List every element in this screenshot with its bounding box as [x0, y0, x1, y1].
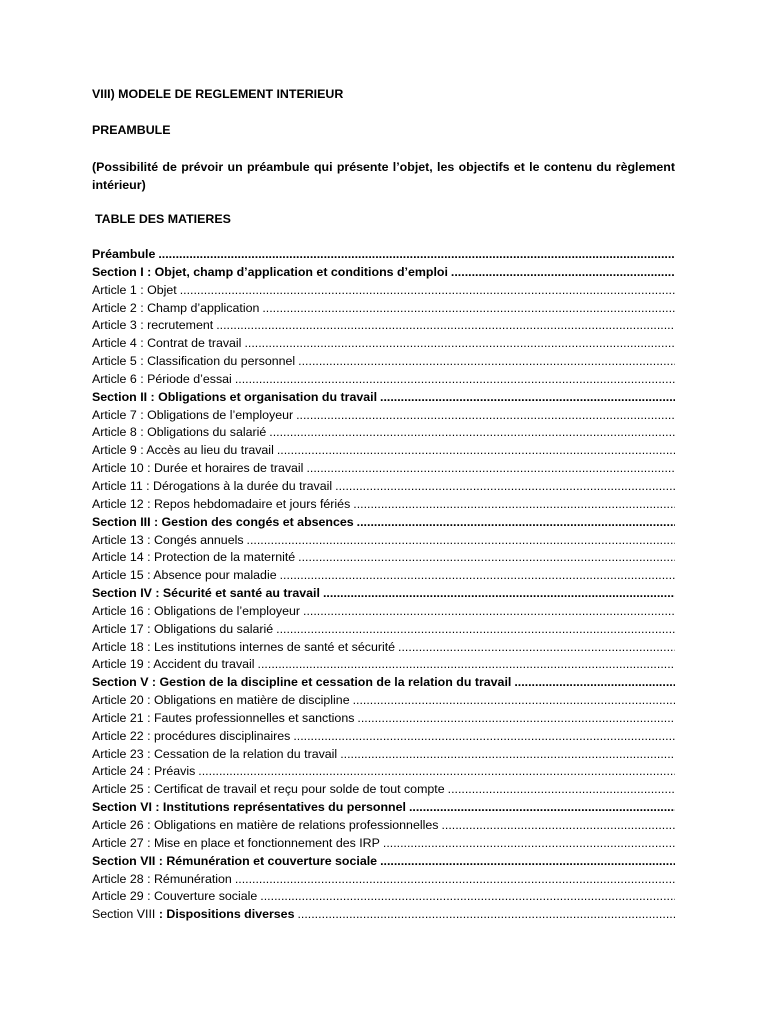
toc-entry [92, 264, 675, 282]
toc-leader-dots [353, 692, 675, 710]
toc-leader-dots [262, 300, 675, 318]
toc-leader-dots [383, 835, 675, 853]
toc-leader-dots [441, 817, 675, 835]
toc-entry [92, 389, 675, 407]
toc-leader-dots [293, 728, 675, 746]
toc-entry [92, 692, 675, 710]
toc-leader-dots [335, 478, 675, 496]
toc-entry-label: Article 26 : Obligations en matière de relations professionnelles [92, 818, 439, 832]
toc-entry [92, 728, 675, 746]
toc-leader-dots [398, 639, 675, 657]
toc-entry-label: Article 8 : Obligations du salarié [92, 425, 267, 440]
toc-entry-label: Article 13 : Congés annuels [92, 532, 244, 547]
toc-leader-dots [260, 888, 675, 906]
toc-entry [92, 871, 675, 889]
toc-entry-label: Article 22 : procédures disciplinaires [92, 728, 291, 743]
toc-entry-label: Article 6 : Période d’essai [92, 371, 232, 386]
toc-entry-label: Article 2 : Champ d’application [92, 300, 260, 315]
toc-entry-label: Article 15 : Absence pour maladie [92, 568, 277, 583]
toc-leader-dots [158, 246, 675, 264]
toc-entry-label: Article 19 : Accident du travail [92, 657, 255, 672]
toc-entry [92, 817, 675, 835]
toc-leader-dots [451, 264, 675, 282]
toc-entry-label: Article 20 : Obligations en matière de discipline [92, 693, 350, 708]
toc-entry [92, 442, 675, 460]
toc-entry [92, 853, 675, 871]
toc-leader-dots [303, 603, 675, 621]
toc-entry-label: Section VI : Institutions représentatives du personnel [92, 800, 406, 815]
toc-leader-dots [323, 585, 675, 603]
toc-entry-label: Article 9 : Accès au lieu du travail [92, 443, 274, 458]
toc-entry-label: Article 14 : Protection de la maternité [92, 550, 296, 565]
toc-leader-dots [306, 460, 675, 478]
toc-entry-label: Article 3 : recrutement [92, 318, 214, 333]
toc-leader-dots [247, 532, 675, 550]
toc-leader-dots [216, 317, 675, 335]
toc-entry [92, 246, 675, 264]
toc-entry [92, 282, 675, 300]
toc-leader-dots [235, 871, 675, 889]
toc-entry [92, 799, 675, 817]
toc-leader-dots [409, 799, 675, 817]
toc-entry [92, 710, 675, 728]
toc-leader-dots [280, 567, 675, 585]
toc-entry-label: Article 23 : Cessation de la relation du travail [92, 746, 338, 761]
toc-entry [92, 317, 675, 335]
toc-leader-dots [258, 656, 675, 674]
toc-leader-dots [276, 621, 675, 639]
toc-entry [92, 621, 675, 639]
toc-entry-label: Section I : Objet, champ d’application et conditions d’emploi [92, 264, 448, 279]
toc-entry-label: Section III : Gestion des congés et absences [92, 514, 354, 529]
toc-leader-dots [448, 781, 675, 799]
toc-leader-dots [277, 442, 675, 460]
toc-entry-label: Section V : Gestion de la discipline et cessation de la relation du travail [92, 675, 512, 690]
toc-entry-label: Section VIII [92, 907, 156, 922]
toc-entry-label: Article 1 : Objet [92, 282, 177, 297]
toc-heading: TABLE DES MATIERES [95, 212, 231, 226]
toc-entry [92, 835, 675, 853]
toc-leader-dots [380, 389, 675, 407]
toc-entry [92, 781, 675, 799]
toc-entry [92, 906, 675, 924]
toc-entry [92, 603, 675, 621]
toc-leader-dots [298, 353, 675, 371]
toc-leader-dots [353, 496, 675, 514]
table-of-contents [92, 246, 675, 924]
toc-entry [92, 424, 675, 442]
toc-entry [92, 746, 675, 764]
toc-entry-label: Section VII : Rémunération et couverture sociale [92, 853, 378, 868]
toc-entry-label: Article 29 : Couverture sociale [92, 889, 258, 904]
toc-entry [92, 888, 675, 906]
toc-entry-label: Préambule [92, 247, 156, 261]
toc-entry [92, 407, 675, 425]
toc-leader-dots [198, 763, 675, 781]
document-title: VIII) MODELE DE REGLEMENT INTERIEUR [92, 87, 344, 101]
toc-entry [92, 585, 675, 603]
toc-entry-label: Article 18 : Les institutions internes de santé et sécurité [92, 639, 396, 654]
toc-entry-label: Article 16 : Obligations de l’employeur [92, 603, 300, 618]
preamble-note: (Possibilité de prévoir un préambule qui présente l’objet, les objectifs et le contenu du règlement intérieur) [92, 160, 675, 192]
toc-entry [92, 371, 675, 389]
toc-entry-label: Article 12 : Repos hebdomadaire et jours fériés [92, 496, 351, 511]
toc-leader-dots [380, 853, 675, 871]
toc-entry [92, 478, 675, 496]
toc-leader-dots [357, 514, 675, 532]
toc-entry [92, 763, 675, 781]
toc-entry [92, 496, 675, 514]
toc-entry-label: Section II : Obligations et organisation du travail [92, 389, 378, 404]
toc-leader-dots [298, 549, 675, 567]
toc-entry-label: Article 28 : Rémunération [92, 871, 232, 886]
toc-entry-label: Article 24 : Préavis [92, 764, 196, 779]
toc-entry-label: Article 25 : Certificat de travail et reçu pour solde de tout compte [92, 782, 445, 797]
toc-leader-dots [514, 674, 675, 692]
toc-entry-label-rest: : Dispositions diverses [155, 907, 295, 922]
toc-leader-dots [296, 407, 675, 425]
toc-entry [92, 300, 675, 318]
toc-leader-dots [357, 710, 675, 728]
toc-entry [92, 460, 675, 478]
toc-entry [92, 353, 675, 371]
toc-entry-label: Article 11 : Dérogations à la durée du travail [92, 478, 333, 493]
toc-leader-dots [269, 424, 675, 442]
toc-entry [92, 335, 675, 353]
toc-entry-label: Article 4 : Contrat de travail [92, 336, 242, 351]
toc-entry [92, 639, 675, 657]
toc-entry-label: Article 7 : Obligations de l’employeur [92, 407, 294, 422]
toc-entry-label: Section IV : Sécurité et santé au travail [92, 586, 320, 601]
toc-entry [92, 514, 675, 532]
toc-leader-dots [340, 746, 675, 764]
toc-entry [92, 567, 675, 585]
toc-entry-label: Article 21 : Fautes professionnelles et sanctions [92, 710, 355, 725]
toc-entry-label: Article 5 : Classification du personnel [92, 354, 296, 369]
toc-leader-dots [180, 282, 675, 300]
toc-leader-dots [244, 335, 675, 353]
toc-entry-label: Article 17 : Obligations du salarié [92, 621, 274, 636]
toc-leader-dots [297, 906, 675, 924]
toc-entry-label: Article 10 : Durée et horaires de travail [92, 461, 304, 476]
toc-entry-label: Article 27 : Mise en place et fonctionnement des IRP [92, 835, 380, 850]
toc-entry [92, 532, 675, 550]
toc-entry [92, 674, 675, 692]
preamble-heading: PREAMBULE [92, 123, 171, 137]
toc-entry [92, 656, 675, 674]
toc-entry [92, 549, 675, 567]
toc-leader-dots [235, 371, 675, 389]
